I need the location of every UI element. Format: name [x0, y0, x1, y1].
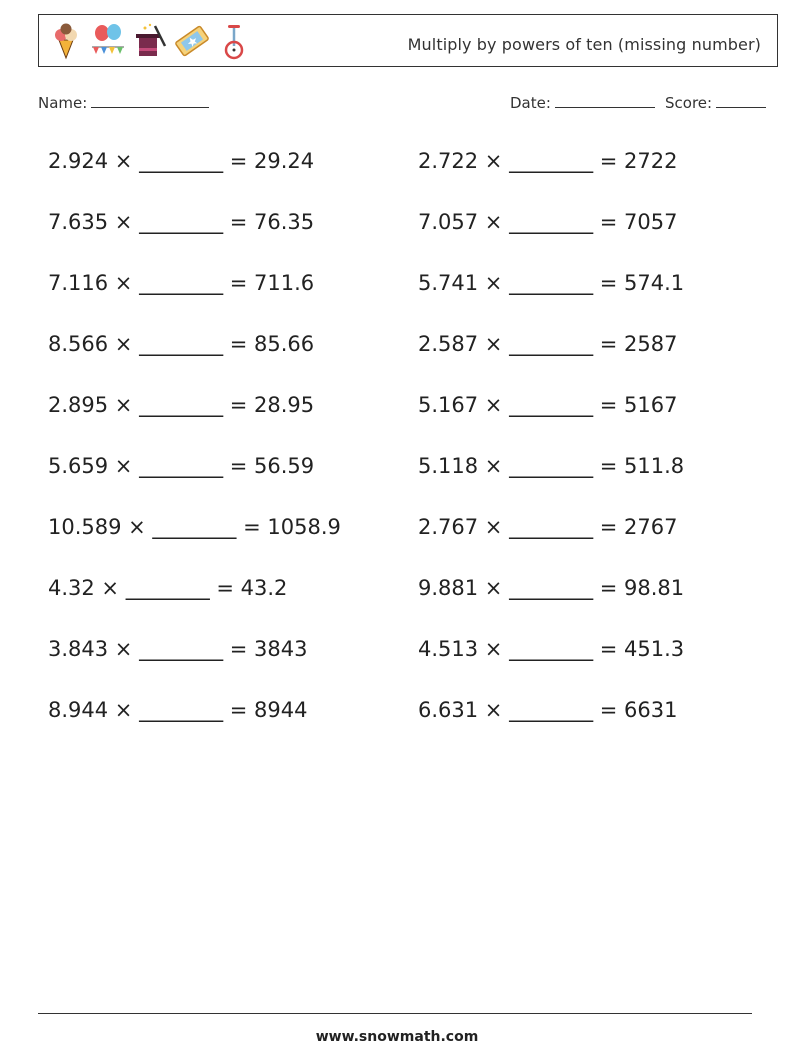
problem-left-3: 7.116 × ________ = 711.6 — [48, 271, 315, 295]
problem-right-10: 6.631 × ________ = 6631 — [418, 698, 678, 722]
score-blank[interactable] — [716, 93, 766, 108]
problem-right-9: 4.513 × ________ = 451.3 — [418, 637, 685, 661]
problem-left-4: 8.566 × ________ = 85.66 — [48, 332, 315, 356]
problem-right-7: 2.767 × ________ = 2767 — [418, 515, 678, 539]
date-field — [510, 93, 655, 112]
problem-right-8: 9.881 × ________ = 98.81 — [418, 576, 685, 600]
problem-left-8: 4.32 × ________ = 43.2 — [48, 576, 288, 600]
problem-left-5: 2.895 × ________ = 28.95 — [48, 393, 315, 417]
problem-right-5: 5.167 × ________ = 5167 — [418, 393, 678, 417]
date-label: Date: — [510, 94, 551, 112]
problem-right-4: 2.587 × ________ = 2587 — [418, 332, 678, 356]
problem-right-6: 5.118 × ________ = 511.8 — [418, 454, 685, 478]
problem-right-1: 2.722 × ________ = 2722 — [418, 149, 678, 173]
date-blank[interactable] — [555, 93, 655, 108]
balloons-bunting-icon — [91, 22, 125, 60]
problem-left-6: 5.659 × ________ = 56.59 — [48, 454, 315, 478]
ice-cream-icon — [49, 22, 83, 60]
name-label: Name: — [38, 94, 88, 112]
footer-divider — [38, 1013, 752, 1014]
problem-left-10: 8.944 × ________ = 8944 — [48, 698, 308, 722]
header-icons — [49, 21, 251, 61]
name-field — [38, 93, 209, 112]
magic-hat-icon — [133, 22, 167, 60]
unicycle-icon — [217, 22, 251, 60]
problem-left-7: 10.589 × ________ = 1058.9 — [48, 515, 341, 539]
worksheet-title: Multiply by powers of ten (missing number) — [407, 35, 761, 54]
ticket-icon — [175, 22, 209, 60]
problem-left-2: 7.635 × ________ = 76.35 — [48, 210, 315, 234]
name-blank[interactable] — [91, 93, 209, 108]
problem-left-1: 2.924 × ________ = 29.24 — [48, 149, 315, 173]
score-label: Score: — [665, 94, 713, 112]
problem-right-2: 7.057 × ________ = 7057 — [418, 210, 678, 234]
problem-left-9: 3.843 × ________ = 3843 — [48, 637, 308, 661]
header-box — [38, 14, 778, 67]
score-field — [665, 93, 766, 112]
footer-website[interactable]: www.snowmath.com — [315, 1029, 479, 1045]
problem-right-3: 5.741 × ________ = 574.1 — [418, 271, 685, 295]
